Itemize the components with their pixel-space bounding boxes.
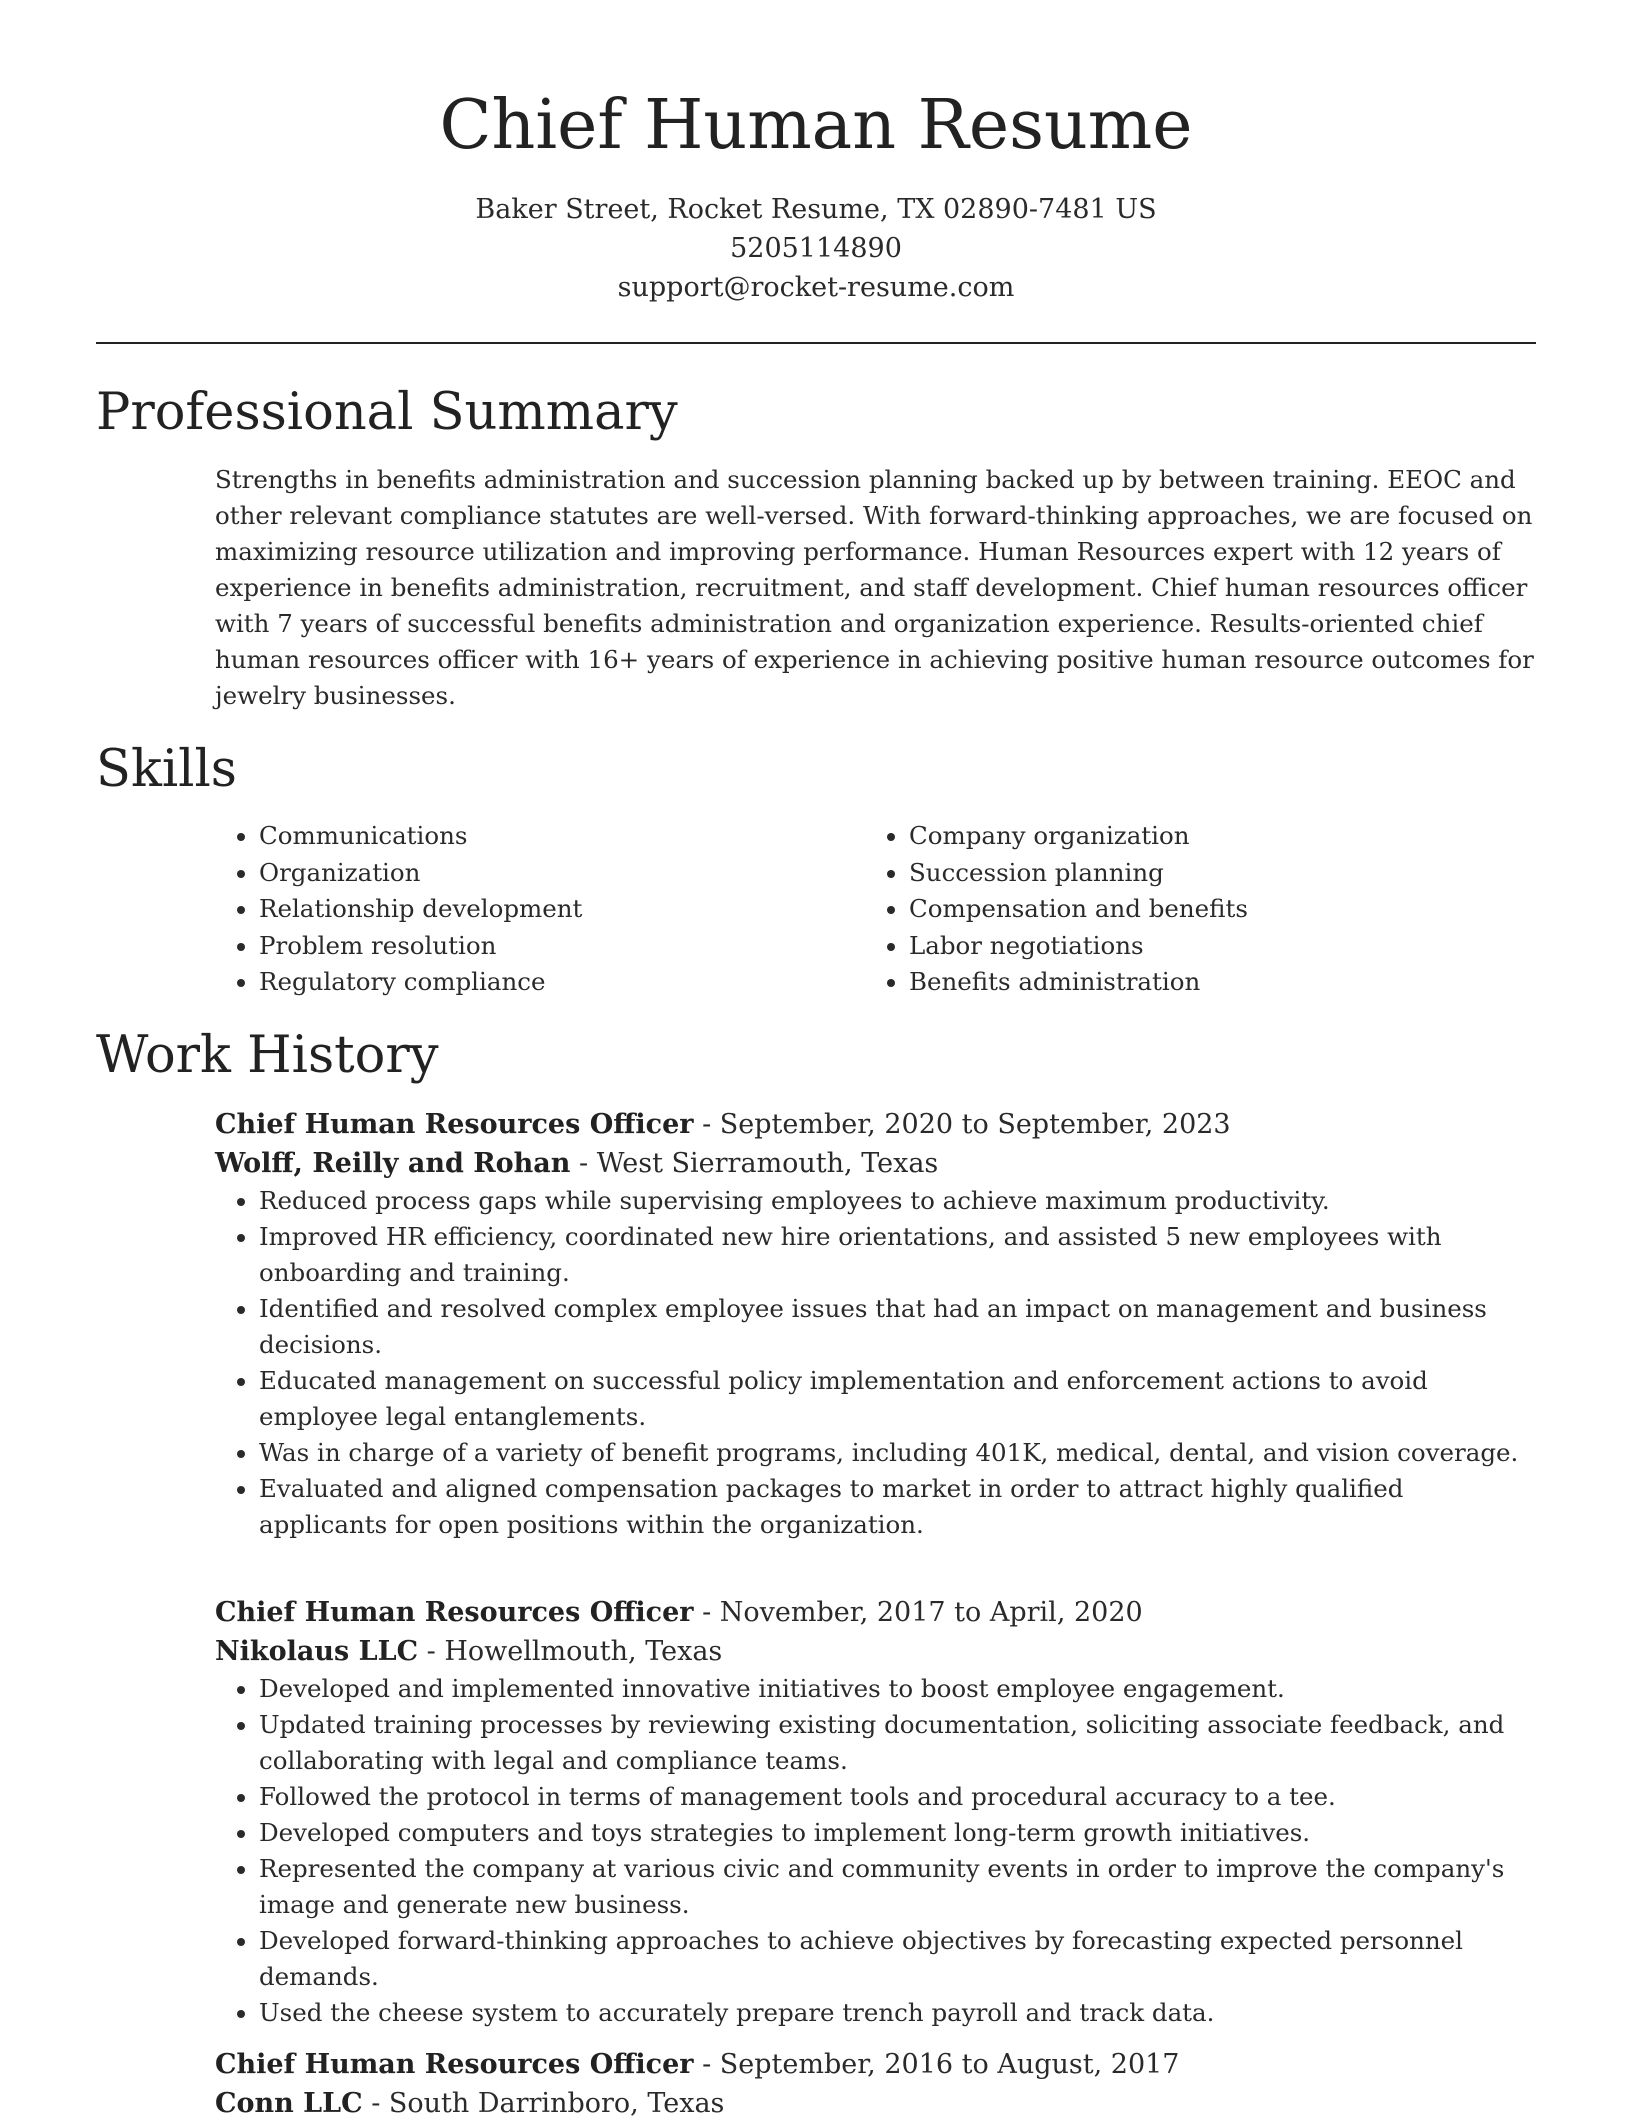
skill-item: • Relationship development bbox=[259, 891, 855, 928]
job-bullet: • Improved HR efficiency, coordinated new hire orientations, and assisted 5 new employees with onboarding and training. bbox=[259, 1219, 1536, 1291]
job-bullet: • Followed the protocol in terms of management tools and procedural accuracy to a tee. bbox=[259, 1779, 1536, 1815]
job-entry bbox=[215, 1105, 1536, 1543]
job-bullet: • Educated management on successful policy implementation and enforcement actions to avoid employee legal entanglements. bbox=[259, 1363, 1536, 1435]
job-bullet: • Was in charge of a variety of benefit programs, including 401K, medical, dental, and vision coverage. bbox=[259, 1435, 1536, 1471]
contact-email: support@rocket-resume.com bbox=[617, 272, 1015, 303]
job-dates: - September, 2020 to September, 2023 bbox=[693, 1109, 1231, 1140]
job-title: Chief Human Resources Officer bbox=[215, 1597, 694, 1628]
job-location: - South Darrinboro, Texas bbox=[362, 2088, 725, 2119]
summary-text: Strengths in benefits administration and succession planning backed up by between training. EEOC and other relevant compliance statutes are well-versed. With forward-thinking approaches, we are focused on maximizing resource utilization and improving performance. Human Resources expert with 12 years of experience in benefits administration, recruitment, and staff development. Chief human resources officer with 7 years of successful benefits administration and organization experience. Results-oriented chief human resources officer with 16+ years of experience in achieving positive human resource outcomes for jewelry businesses. bbox=[215, 465, 1534, 710]
job-bullet-list bbox=[215, 1183, 1536, 1543]
job-entry bbox=[215, 2045, 1536, 2123]
job-entry bbox=[215, 1593, 1536, 2031]
skill-item: • Regulatory compliance bbox=[259, 964, 855, 1001]
job-bullet: • Developed and implemented innovative initiatives to boost employee engagement. bbox=[259, 1671, 1536, 1707]
contact-block bbox=[0, 190, 1632, 307]
job-title-line bbox=[215, 1105, 1536, 1144]
skill-item: • Problem resolution bbox=[259, 928, 855, 965]
header-divider bbox=[96, 342, 1536, 344]
job-bullet: • Developed computers and toys strategies to implement long-term growth initiatives. bbox=[259, 1815, 1536, 1851]
job-title: Chief Human Resources Officer bbox=[215, 1109, 694, 1140]
job-company: Wolff, Reilly and Rohan bbox=[215, 1148, 571, 1179]
job-dates: - November, 2017 to April, 2020 bbox=[693, 1597, 1143, 1628]
skills-column-left bbox=[215, 818, 855, 1001]
job-location: - Howellmouth, Texas bbox=[418, 1636, 723, 1667]
skill-item: • Organization bbox=[259, 855, 855, 892]
job-title: Chief Human Resources Officer bbox=[215, 2049, 694, 2080]
job-bullet: • Evaluated and aligned compensation packages to market in order to attract highly qualified applicants for open positions within the organization. bbox=[259, 1471, 1536, 1543]
skill-item: • Compensation and benefits bbox=[909, 891, 1505, 928]
job-bullet: • Identified and resolved complex employee issues that had an impact on management and business decisions. bbox=[259, 1291, 1536, 1363]
job-company-line bbox=[215, 1144, 1536, 1183]
job-location: - West Sierramouth, Texas bbox=[570, 1148, 939, 1179]
job-company: Conn LLC bbox=[215, 2088, 363, 2119]
job-bullet: • Updated training processes by reviewing existing documentation, soliciting associate feedback, and collaborating with legal and compliance teams. bbox=[259, 1707, 1536, 1779]
job-bullet: • Developed forward-thinking approaches to achieve objectives by forecasting expected personnel demands. bbox=[259, 1923, 1536, 1995]
job-bullet-list bbox=[215, 1671, 1536, 2031]
job-dates: - September, 2016 to August, 2017 bbox=[693, 2049, 1180, 2080]
summary-section bbox=[215, 462, 1536, 714]
skill-item: • Labor negotiations bbox=[909, 928, 1505, 965]
work-history-heading: Work History bbox=[96, 1026, 439, 1085]
summary-heading: Professional Summary bbox=[96, 383, 678, 442]
skill-item: • Benefits administration bbox=[909, 964, 1505, 1001]
contact-address: Baker Street, Rocket Resume, TX 02890-7481 US bbox=[475, 194, 1157, 225]
job-title-line bbox=[215, 1593, 1536, 1632]
job-bullet: • Represented the company at various civic and community events in order to improve the company's image and generate new business. bbox=[259, 1851, 1536, 1923]
job-company-line bbox=[215, 2084, 1536, 2123]
contact-phone: 5205114890 bbox=[730, 233, 902, 264]
skills-column-right bbox=[865, 818, 1505, 1001]
job-company: Nikolaus LLC bbox=[215, 1636, 419, 1667]
skills-heading: Skills bbox=[96, 740, 237, 799]
job-title-line bbox=[215, 2045, 1536, 2084]
job-bullet: • Used the cheese system to accurately prepare trench payroll and track data. bbox=[259, 1995, 1536, 2031]
skill-item: • Communications bbox=[259, 818, 855, 855]
skill-item: • Company organization bbox=[909, 818, 1505, 855]
skill-item: • Succession planning bbox=[909, 855, 1505, 892]
job-bullet: • Reduced process gaps while supervising employees to achieve maximum productivity. bbox=[259, 1183, 1536, 1219]
job-company-line bbox=[215, 1632, 1536, 1671]
resume-name: Chief Human Resume bbox=[439, 86, 1193, 165]
